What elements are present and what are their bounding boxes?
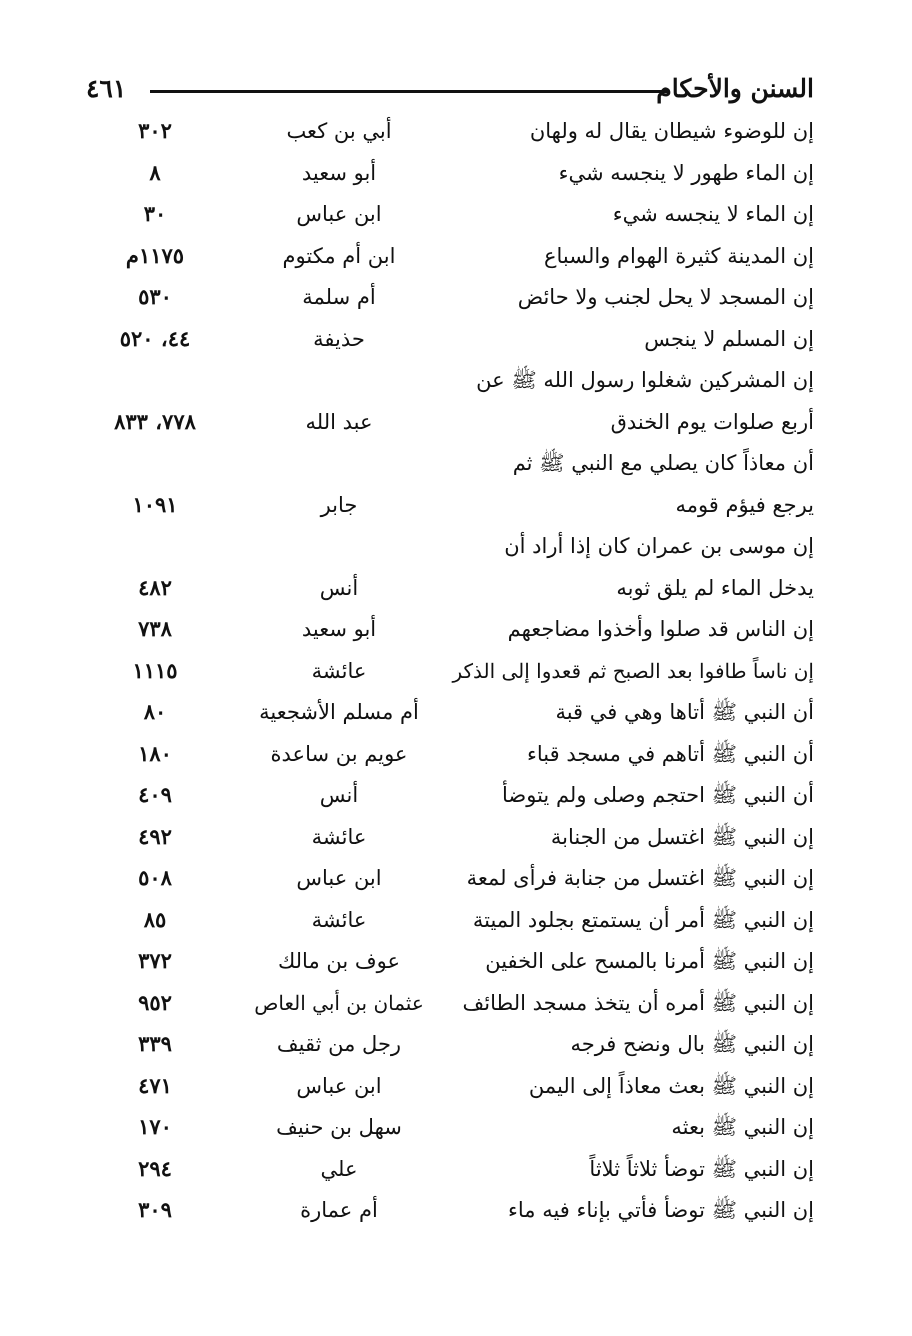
index-entry — [100, 1150, 814, 1192]
hadith-text: إن النبي ﷺ أمره أن يتخذ مسجد الطائف — [462, 990, 814, 1015]
narrator-name: رجل من ثقيف — [276, 1032, 402, 1056]
narrator-name: علي — [320, 1156, 358, 1181]
hadith-text: إن الماء لا ينجسه شيء — [612, 202, 814, 226]
narrator-name: جابر — [320, 492, 358, 517]
hadith-number: ٨ — [149, 159, 161, 185]
index-entry — [100, 652, 814, 694]
index-entry — [100, 1025, 814, 1067]
index-entry — [100, 984, 814, 1026]
hadith-number: ٤٧١ — [138, 1072, 172, 1098]
index-entry — [100, 154, 814, 196]
hadith-index-list — [100, 112, 814, 1233]
running-title: السنن والأحكام — [656, 74, 814, 103]
narrator-name: عوف بن مالك — [277, 949, 401, 973]
hadith-number: ٣٠٩ — [138, 1197, 172, 1222]
index-entry — [100, 444, 814, 486]
hadith-text: إن الماء طهور لا ينجسه شيء — [558, 160, 814, 185]
index-entry — [100, 859, 814, 901]
narrator-name: عائشة — [311, 907, 367, 932]
index-entry — [100, 112, 814, 154]
hadith-number: ٨٠ — [143, 699, 167, 724]
hadith-number: ٤٩٢ — [138, 823, 172, 849]
hadith-number: ٤٠٩ — [138, 782, 172, 807]
hadith-number: ٧٧٨، ٨٣٣ — [114, 408, 196, 434]
narrator-name: ابن عباس — [296, 866, 382, 890]
hadith-text: إن ناساً طافوا بعد الصبح ثم قعدوا إلى الذكر — [452, 658, 814, 683]
hadith-number: ٢٩٤ — [138, 1155, 172, 1181]
narrator-name: ابن أم مكتوم — [282, 243, 396, 268]
hadith-text: إن المسلم لا ينجس — [644, 326, 814, 351]
narrator-name: سهل بن حنيف — [276, 1115, 402, 1139]
index-entry — [100, 693, 814, 735]
index-entry — [100, 195, 814, 237]
narrator-name: ابن عباس — [296, 1073, 382, 1098]
hadith-number: ١٨٠ — [138, 740, 172, 766]
hadith-number: ٨٥ — [143, 906, 167, 932]
hadith-text: إن النبي ﷺ بال ونضح فرجه — [570, 1032, 814, 1056]
index-entry — [100, 1108, 814, 1150]
narrator-name: أم سلمة — [302, 285, 376, 309]
hadith-number: ٩٥٢ — [138, 989, 172, 1015]
narrator-name: عثمان بن أبي العاص — [254, 990, 424, 1015]
narrator-name: حذيفة — [313, 326, 365, 351]
hadith-text: إن النبي ﷺ بعثه — [671, 1115, 814, 1139]
narrator-name: أنس — [319, 783, 359, 807]
narrator-name: أنس — [319, 575, 359, 600]
hadith-text: يدخل الماء لم يلق ثوبه — [616, 575, 814, 600]
index-entry — [100, 403, 814, 445]
hadith-text: إن الناس قد صلوا وأخذوا مضاجعهم — [507, 617, 814, 641]
hadith-text: إن النبي ﷺ أمرنا بالمسح على الخفين — [485, 949, 814, 973]
hadith-number: ١٧٠ — [138, 1114, 172, 1139]
hadith-number: ١١١٥ — [132, 657, 178, 683]
hadith-text: إن المشركين شغلوا رسول الله ﷺ عن — [476, 368, 814, 392]
index-entry — [100, 942, 814, 984]
index-entry — [100, 361, 814, 403]
hadith-number: ٤٨٢ — [138, 574, 172, 600]
narrator-name: عائشة — [311, 824, 367, 849]
narrator-name: ابن عباس — [296, 202, 382, 226]
hadith-text: أن النبي ﷺ أتاهم في مسجد قباء — [527, 741, 814, 766]
hadith-text: إن النبي ﷺ بعث معاذاً إلى اليمن — [528, 1073, 814, 1098]
hadith-text: يرجع فيؤم قومه — [675, 492, 814, 517]
narrator-name: عبد الله — [305, 409, 373, 434]
hadith-text: إن المدينة كثيرة الهوام والسباع — [543, 243, 814, 268]
index-entry — [100, 569, 814, 611]
index-entry — [100, 776, 814, 818]
index-entry — [100, 818, 814, 860]
narrator-name: أبي بن كعب — [286, 119, 392, 143]
page-header — [86, 70, 814, 110]
hadith-text: أربع صلوات يوم الخندق — [610, 409, 814, 434]
hadith-number: ٥٠٨ — [138, 865, 172, 890]
hadith-text: إن موسى بن عمران كان إذا أراد أن — [504, 534, 814, 558]
hadith-number: ٣٠ — [143, 201, 167, 226]
narrator-name: عائشة — [311, 658, 367, 683]
index-entry — [100, 278, 814, 320]
hadith-text: إن النبي ﷺ اغتسل من الجنابة — [550, 824, 814, 849]
index-entry — [100, 735, 814, 777]
hadith-number: ٣٠٢ — [138, 118, 172, 143]
hadith-number: ٧٣٨ — [138, 616, 172, 641]
hadith-text: إن النبي ﷺ اغتسل من جنابة فرأى لمعة — [466, 866, 814, 890]
hadith-text: أن النبي ﷺ احتجم وصلى ولم يتوضأ — [502, 783, 814, 807]
hadith-number: ١٠٩١ — [132, 491, 178, 517]
hadith-text: إن النبي ﷺ توضأ فأتي بإناء فيه ماء — [508, 1198, 814, 1222]
hadith-number: ٣٣٩ — [138, 1031, 172, 1056]
narrator-name: أبو سعيد — [301, 160, 377, 185]
index-entry — [100, 527, 814, 569]
index-entry — [100, 237, 814, 279]
hadith-number: ٣٧٢ — [138, 948, 172, 973]
narrator-name: أم عمارة — [300, 1198, 378, 1222]
hadith-number: ٥٣٠ — [138, 284, 172, 309]
index-entry — [100, 320, 814, 362]
hadith-text: إن للوضوء شيطان يقال له ولهان — [529, 119, 814, 143]
header-rule — [150, 90, 668, 93]
narrator-name: عويم بن ساعدة — [270, 741, 408, 766]
hadith-number: ٤٤، ٥٢٠ — [119, 325, 191, 351]
hadith-text: إن النبي ﷺ أمر أن يستمتع بجلود الميتة — [472, 907, 814, 932]
index-entry — [100, 486, 814, 528]
index-entry — [100, 1067, 814, 1109]
index-entry — [100, 610, 814, 652]
index-entry — [100, 1191, 814, 1233]
hadith-text: إن المسجد لا يحل لجنب ولا حائض — [517, 285, 814, 309]
hadith-text: أن معاذاً كان يصلي مع النبي ﷺ ثم — [512, 451, 814, 475]
hadith-text: إن النبي ﷺ توضأ ثلاثاً ثلاثاً — [589, 1156, 814, 1181]
hadith-number: ١١٧٥م — [125, 242, 185, 268]
narrator-name: أبو سعيد — [301, 617, 377, 641]
narrator-name: أم مسلم الأشجعية — [259, 700, 419, 724]
page-number: ٤٦١ — [86, 74, 127, 103]
index-entry — [100, 901, 814, 943]
hadith-text: أن النبي ﷺ أتاها وهي في قبة — [555, 700, 814, 724]
